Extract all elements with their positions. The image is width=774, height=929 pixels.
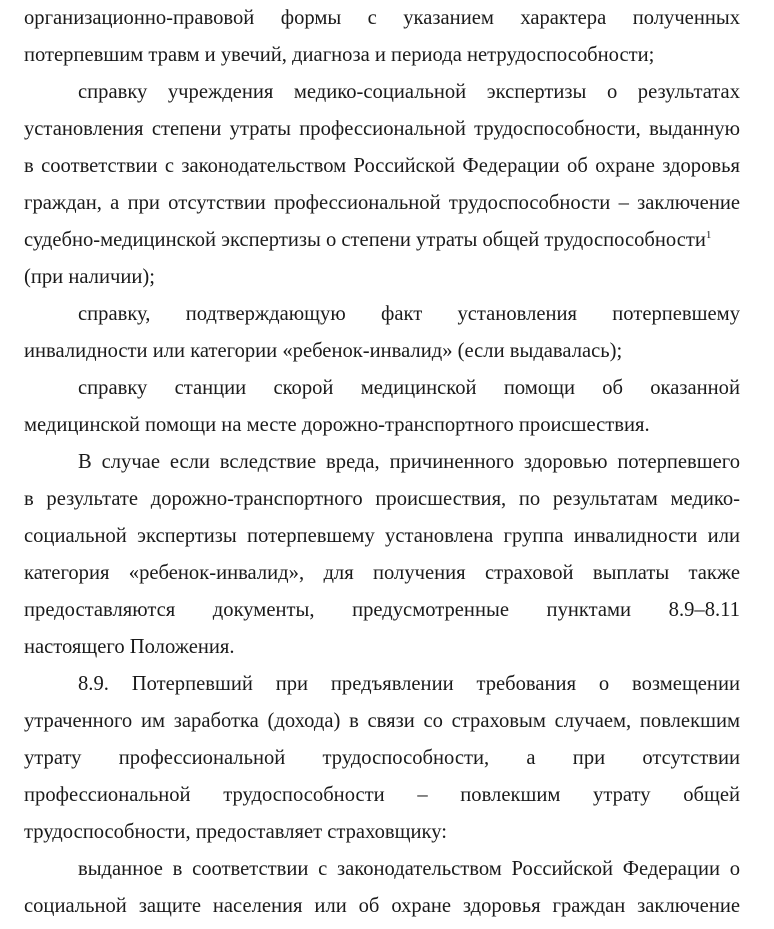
text-line: потерпевшим травм и увечий, диагноза и периода нетрудоспособности;	[24, 44, 655, 66]
text-line: справку учреждения медико-социальной экспертизы о результатах	[78, 81, 740, 103]
text-line: В случае если вследствие вреда, причиненного здоровью потерпевшего	[78, 451, 740, 473]
text-line: профессиональной трудоспособности – повлекшим утрату общей	[24, 784, 740, 806]
text-line: утрату профессиональной трудоспособности, а при отсутствии	[24, 747, 740, 769]
text-line: справку станции скорой медицинской помощи об оказанной	[78, 377, 740, 399]
text-line: справку, подтверждающую факт установления потерпевшему	[78, 303, 740, 325]
footnote-mark: 1	[705, 229, 712, 242]
text-line: в соответствии с законодательством Российской Федерации об охране здоровья	[24, 155, 740, 177]
text-line: категория «ребенок-инвалид», для получения страховой выплаты также	[24, 562, 740, 584]
text-line: 8.9. Потерпевший при предъявлении требования о возмещении	[78, 673, 740, 695]
text-line	[24, 225, 740, 255]
text-line: медицинской помощи на месте дорожно-транспортного происшествия.	[24, 414, 650, 436]
text-line: социальной экспертизы потерпевшему установлена группа инвалидности или	[24, 525, 740, 547]
text-line: социальной защите населения или об охране здоровья граждан заключение	[24, 895, 740, 917]
text-line: настоящего Положения.	[24, 636, 235, 658]
text-line: граждан, а при отсутствии профессиональной трудоспособности – заключение	[24, 192, 740, 214]
text-line-content: судебно-медицинской экспертизы о степени утраты общей трудоспособности	[24, 229, 706, 251]
text-line: установления степени утраты профессиональной трудоспособности, выданную	[24, 118, 740, 140]
text-line: выданное в соответствии с законодательством Российской Федерации о	[78, 858, 740, 880]
text-line: предоставляются документы, предусмотренные пунктами 8.9–8.11	[24, 599, 740, 621]
text-line: организационно-правовой формы с указанием характера полученных	[24, 7, 740, 29]
text-line: утраченного им заработка (дохода) в связи со страховым случаем, повлекшим	[24, 710, 740, 732]
text-line: (при наличии);	[24, 266, 155, 288]
text-line: инвалидности или категории «ребенок-инвалид» (если выдавалась);	[24, 340, 623, 362]
text-line: трудоспособности, предоставляет страховщику:	[24, 821, 447, 843]
text-line: в результате дорожно-транспортного происшествия, по результатам медико-	[24, 488, 740, 510]
